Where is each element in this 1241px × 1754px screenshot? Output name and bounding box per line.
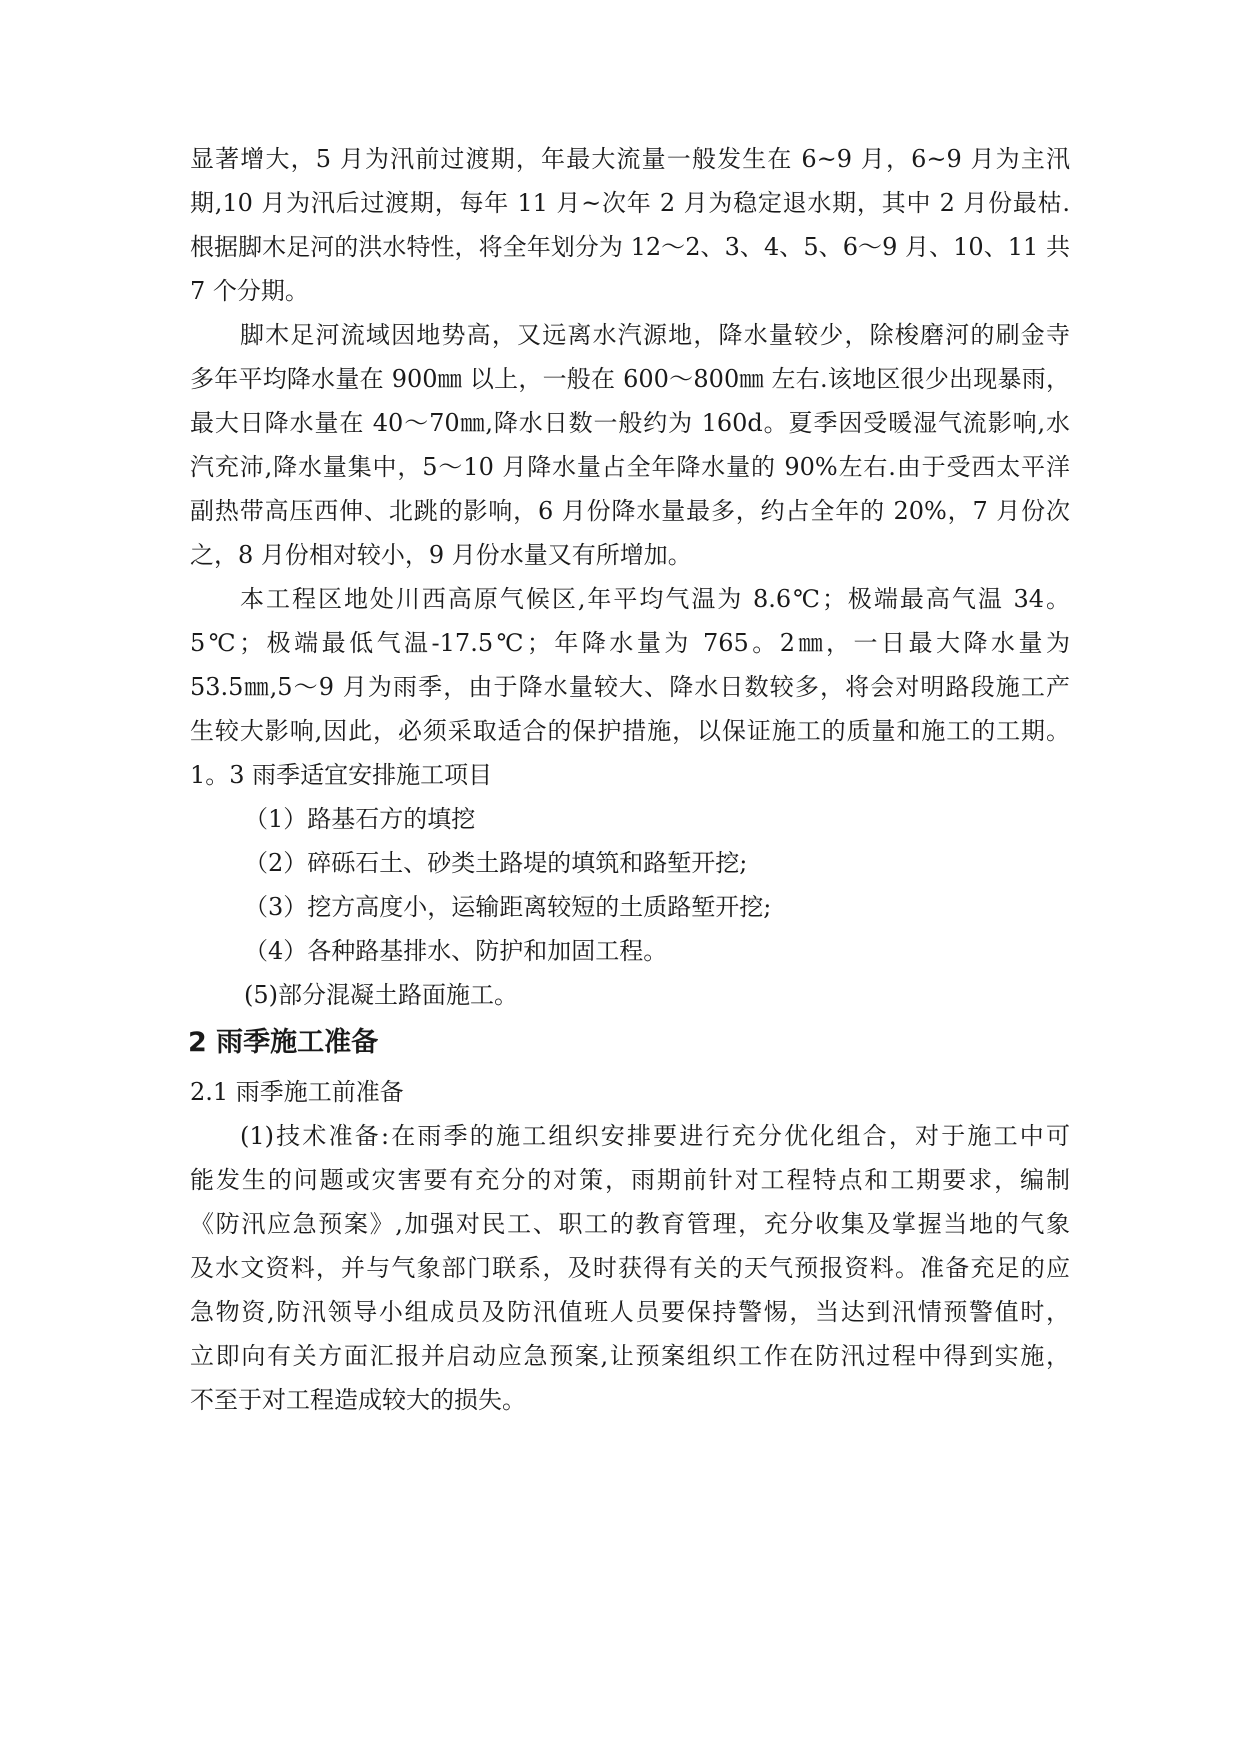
paragraph-line: 立即向有关方面汇报并启动应急预案,让预案组织工作在防汛过程中得到实施，	[190, 1342, 1070, 1370]
chapter-heading: 2 雨季施工准备	[188, 1027, 379, 1058]
list-item: （2）碎砾石土、砂类土路堤的填筑和路堑开挖;	[244, 849, 748, 877]
paragraph-line: 急物资,防汛领导小组成员及防汛值班人员要保持警惕，当达到汛情预警值时，	[190, 1298, 1070, 1326]
paragraph-line: 《防汛应急预案》,加强对民工、职工的教育管理，充分收集及掌握当地的气象	[190, 1210, 1070, 1238]
section-heading: 2.1 雨季施工前准备	[190, 1078, 404, 1106]
paragraph-line: 显著增大，5 月为汛前过渡期，年最大流量一般发生在 6~9 月，6~9 月为主汛	[190, 145, 1070, 173]
list-item: (5)部分混凝土路面施工。	[244, 981, 518, 1009]
section-heading: 1。3 雨季适宜安排施工项目	[190, 761, 493, 789]
paragraph-line: 多年平均降水量在 900㎜ 以上，一般在 600～800㎜ 左右.该地区很少出现暴雨，	[190, 365, 1070, 393]
paragraph-line: 5℃；极端最低气温-17.5℃；年降水量为 765。2㎜，一日最大降水量为	[190, 629, 1070, 657]
paragraph-line: 不至于对工程造成较大的损失。	[190, 1386, 526, 1414]
paragraph-line: 副热带高压西伸、北跳的影响，6 月份降水量最多，约占全年的 20%，7 月份次	[190, 497, 1070, 525]
paragraph-line: 生较大影响,因此，必须采取适合的保护措施，以保证施工的质量和施工的工期。	[190, 717, 1070, 745]
paragraph-line: 及水文资料，并与气象部门联系，及时获得有关的天气预报资料。准备充足的应	[190, 1254, 1070, 1282]
paragraph-line: 本工程区地处川西高原气候区,年平均气温为 8.6℃；极端最高气温 34。	[240, 585, 1070, 613]
list-item: （4）各种路基排水、防护和加固工程。	[244, 937, 668, 965]
paragraph-line: 最大日降水量在 40～70㎜,降水日数一般约为 160d。夏季因受暖湿气流影响,水	[190, 409, 1070, 437]
paragraph-line: 期,10 月为汛后过渡期，每年 11 月~次年 2 月为稳定退水期，其中 2 月份最枯.	[190, 189, 1070, 217]
paragraph-line: 之，8 月份相对较小，9 月份水量又有所增加。	[190, 541, 692, 569]
list-item: （1）路基石方的填挖	[244, 805, 476, 833]
paragraph-line: 汽充沛,降水量集中，5～10 月降水量占全年降水量的 90%左右.由于受西太平洋	[190, 453, 1070, 481]
paragraph-line: 能发生的问题或灾害要有充分的对策，雨期前针对工程特点和工期要求，编制	[190, 1166, 1070, 1194]
paragraph-line: 脚木足河流域因地势高，又远离水汽源地，降水量较少，除梭磨河的刷金寺	[240, 321, 1070, 349]
paragraph-line: 7 个分期。	[190, 277, 309, 305]
paragraph-line: 根据脚木足河的洪水特性，将全年划分为 12～2、3、4、5、6～9 月、10、11 共	[190, 233, 1070, 261]
list-item: （3）挖方高度小，运输距离较短的土质路堑开挖;	[244, 893, 772, 921]
paragraph-line: (1)技术准备:在雨季的施工组织安排要进行充分优化组合，对于施工中可	[240, 1122, 1070, 1150]
paragraph-line: 53.5㎜,5～9 月为雨季，由于降水量较大、降水日数较多，将会对明路段施工产	[190, 673, 1070, 701]
